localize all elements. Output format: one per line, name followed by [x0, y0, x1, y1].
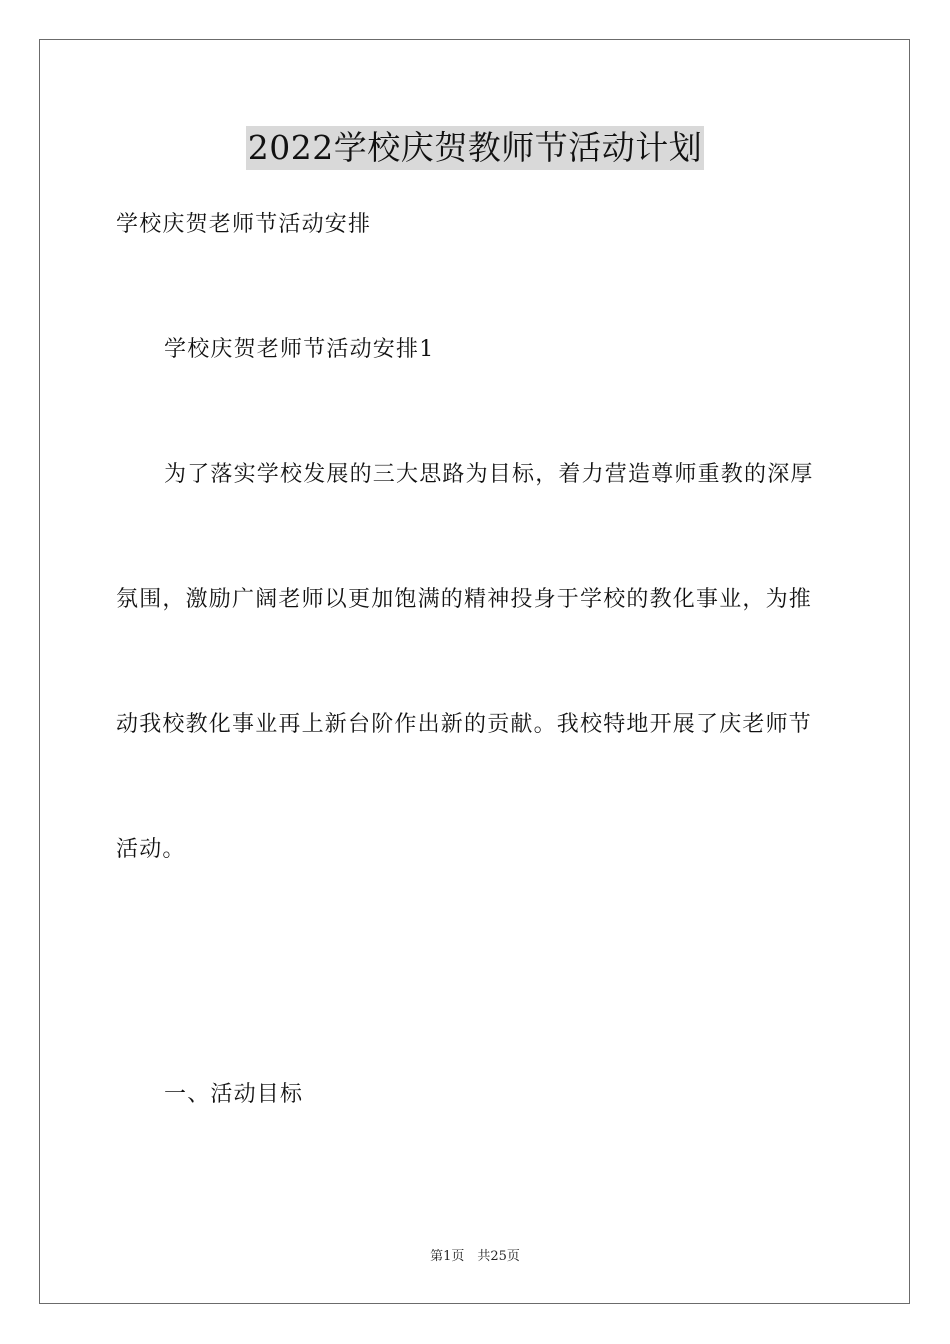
section-heading: 学校庆贺老师节活动安排1 [164, 337, 435, 362]
document-subtitle: 学校庆贺老师节活动安排 [116, 212, 372, 237]
document-title: 2022学校庆贺教师节活动计划 [246, 126, 704, 170]
paragraph-line: 动我校教化事业再上新台阶作出新的贡献。我校特地开展了庆老师节 [116, 712, 813, 737]
item-heading: 一、活动目标 [164, 1082, 304, 1107]
page-number-footer: 第1页 共25页 [430, 1249, 520, 1264]
title-container [0, 126, 950, 170]
paragraph-line: 为了落实学校发展的三大思路为目标，着力营造尊师重教的深厚 [164, 462, 814, 487]
paragraph-line: 活动。 [116, 837, 186, 862]
paragraph-line: 氛围，激励广阔老师以更加饱满的精神投身于学校的教化事业，为推 [116, 587, 813, 612]
